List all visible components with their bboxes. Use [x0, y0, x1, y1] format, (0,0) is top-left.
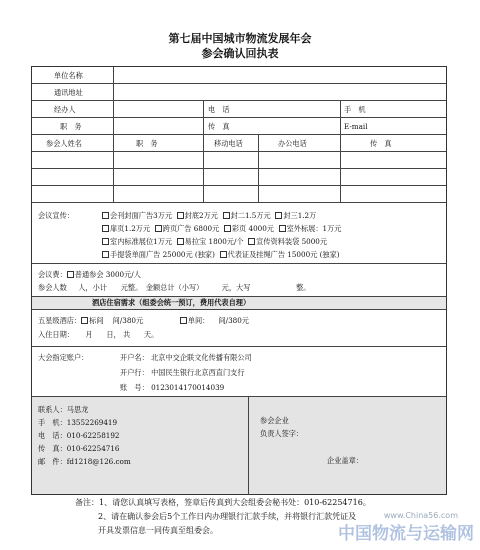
- promo-row-1[interactable]: 会刊封面广告3万元 封底2万元 封二1.5万元 封三1.2万: [102, 212, 316, 219]
- promo-row-2[interactable]: 扉页1.2万元 跨页广告 6800元 彩页 4000元 室外标展：1万元: [102, 225, 341, 232]
- checkbox[interactable]: [223, 212, 230, 219]
- fee-row[interactable]: 会议费： 普通参会 3000元/人: [38, 270, 141, 279]
- checkbox[interactable]: [177, 212, 184, 219]
- note-2: 2、请在确认参会后5个工作日内办理银行汇款手续，并将银行汇款凭证及: [98, 512, 357, 521]
- checkbox[interactable]: [180, 317, 187, 324]
- position-label: 职 务: [60, 122, 82, 131]
- checkbox[interactable]: [102, 238, 109, 245]
- phone-label: 电 话: [208, 105, 230, 114]
- watermark: 中国物流与运输网: [338, 524, 474, 544]
- seal-label: 企业盖章：: [327, 456, 363, 465]
- checkbox[interactable]: [102, 225, 109, 232]
- checkbox[interactable]: [67, 271, 74, 278]
- contact-mobile: 手 机：13552269419: [38, 418, 118, 427]
- unit-name-label: 单位名称: [54, 71, 83, 80]
- registration-form-table: [31, 66, 447, 495]
- fee-count-row: 参会人数 人，小计 元整。 金额总计（小写） 元，大写 整。: [38, 283, 311, 292]
- promo-row-4[interactable]: 手提袋单面广告 25000元 (独家) 代表证及挂绳广告 15000元 (独家): [102, 251, 340, 258]
- col-position-header: 职 务: [136, 139, 158, 148]
- contact-email: 邮 件：fd1218@126.com: [38, 457, 131, 466]
- col-name-header: 参会人姓名: [46, 139, 82, 148]
- promo-label: 会议宣传：: [38, 211, 74, 220]
- checkbox[interactable]: [102, 251, 109, 258]
- bank-bank: 开户行： 中国民生银行北京西直门支行: [120, 368, 245, 377]
- watermark-url: www.China56.com: [383, 511, 458, 520]
- checkbox[interactable]: [279, 225, 286, 232]
- note-1: 备注：1、请您认真填写表格，签章后传真到大会组委会秘书处：010-62254716。: [75, 498, 371, 507]
- checkbox[interactable]: [102, 212, 109, 219]
- hotel-row[interactable]: 五星级酒店： 标间 间/380元 单间： 间/380元: [38, 316, 249, 325]
- hotel-band-text: 酒店住宿需求（组委会统一预订，费用代表自理）: [92, 298, 251, 307]
- signer-label: 负责人签字：: [260, 429, 304, 438]
- checkbox[interactable]: [177, 238, 184, 245]
- col-mobile-header: 移动电话: [214, 139, 243, 148]
- mobile-label: 手 机: [344, 105, 366, 114]
- bank-label: 大会指定账户：: [38, 353, 89, 362]
- checkbox[interactable]: [275, 212, 282, 219]
- contact-fax: 传 真：010-62254716: [38, 444, 120, 453]
- bank-account: 账 号： 0123014170014039: [120, 383, 225, 392]
- company-label: 参会企业: [260, 416, 289, 425]
- form-subtitle: 参会确认回执表: [201, 47, 279, 60]
- col-fax-header: 传 真: [370, 139, 392, 148]
- checkbox[interactable]: [81, 317, 88, 324]
- checkbox[interactable]: [248, 238, 255, 245]
- contact-label: 经办人: [54, 105, 76, 114]
- checkbox[interactable]: [224, 225, 231, 232]
- contact-person: 联系人：马思龙: [38, 405, 89, 414]
- note-3: 开具发票信息一同传真至组委会。: [98, 526, 218, 535]
- promo-row-3[interactable]: 室内标准展位1万元 易拉宝 1800元/个 宣传资料装袋 5000元: [102, 238, 327, 245]
- contact-phone: 电 话：010-62258192: [38, 431, 120, 440]
- form-title: 第七届中国城市物流发展年会: [168, 32, 312, 45]
- fax-label: 传 真: [208, 122, 230, 131]
- checkbox[interactable]: [220, 251, 227, 258]
- checkbox[interactable]: [155, 225, 162, 232]
- checkin-row: 入住日期： 月 日， 共 天。: [38, 330, 159, 339]
- col-office-header: 办公电话: [278, 139, 307, 148]
- email-label: E-mail: [344, 122, 368, 131]
- address-label: 通讯地址: [54, 88, 83, 97]
- bank-name: 开户名： 北京中交企联文化传播有限公司: [120, 353, 252, 362]
